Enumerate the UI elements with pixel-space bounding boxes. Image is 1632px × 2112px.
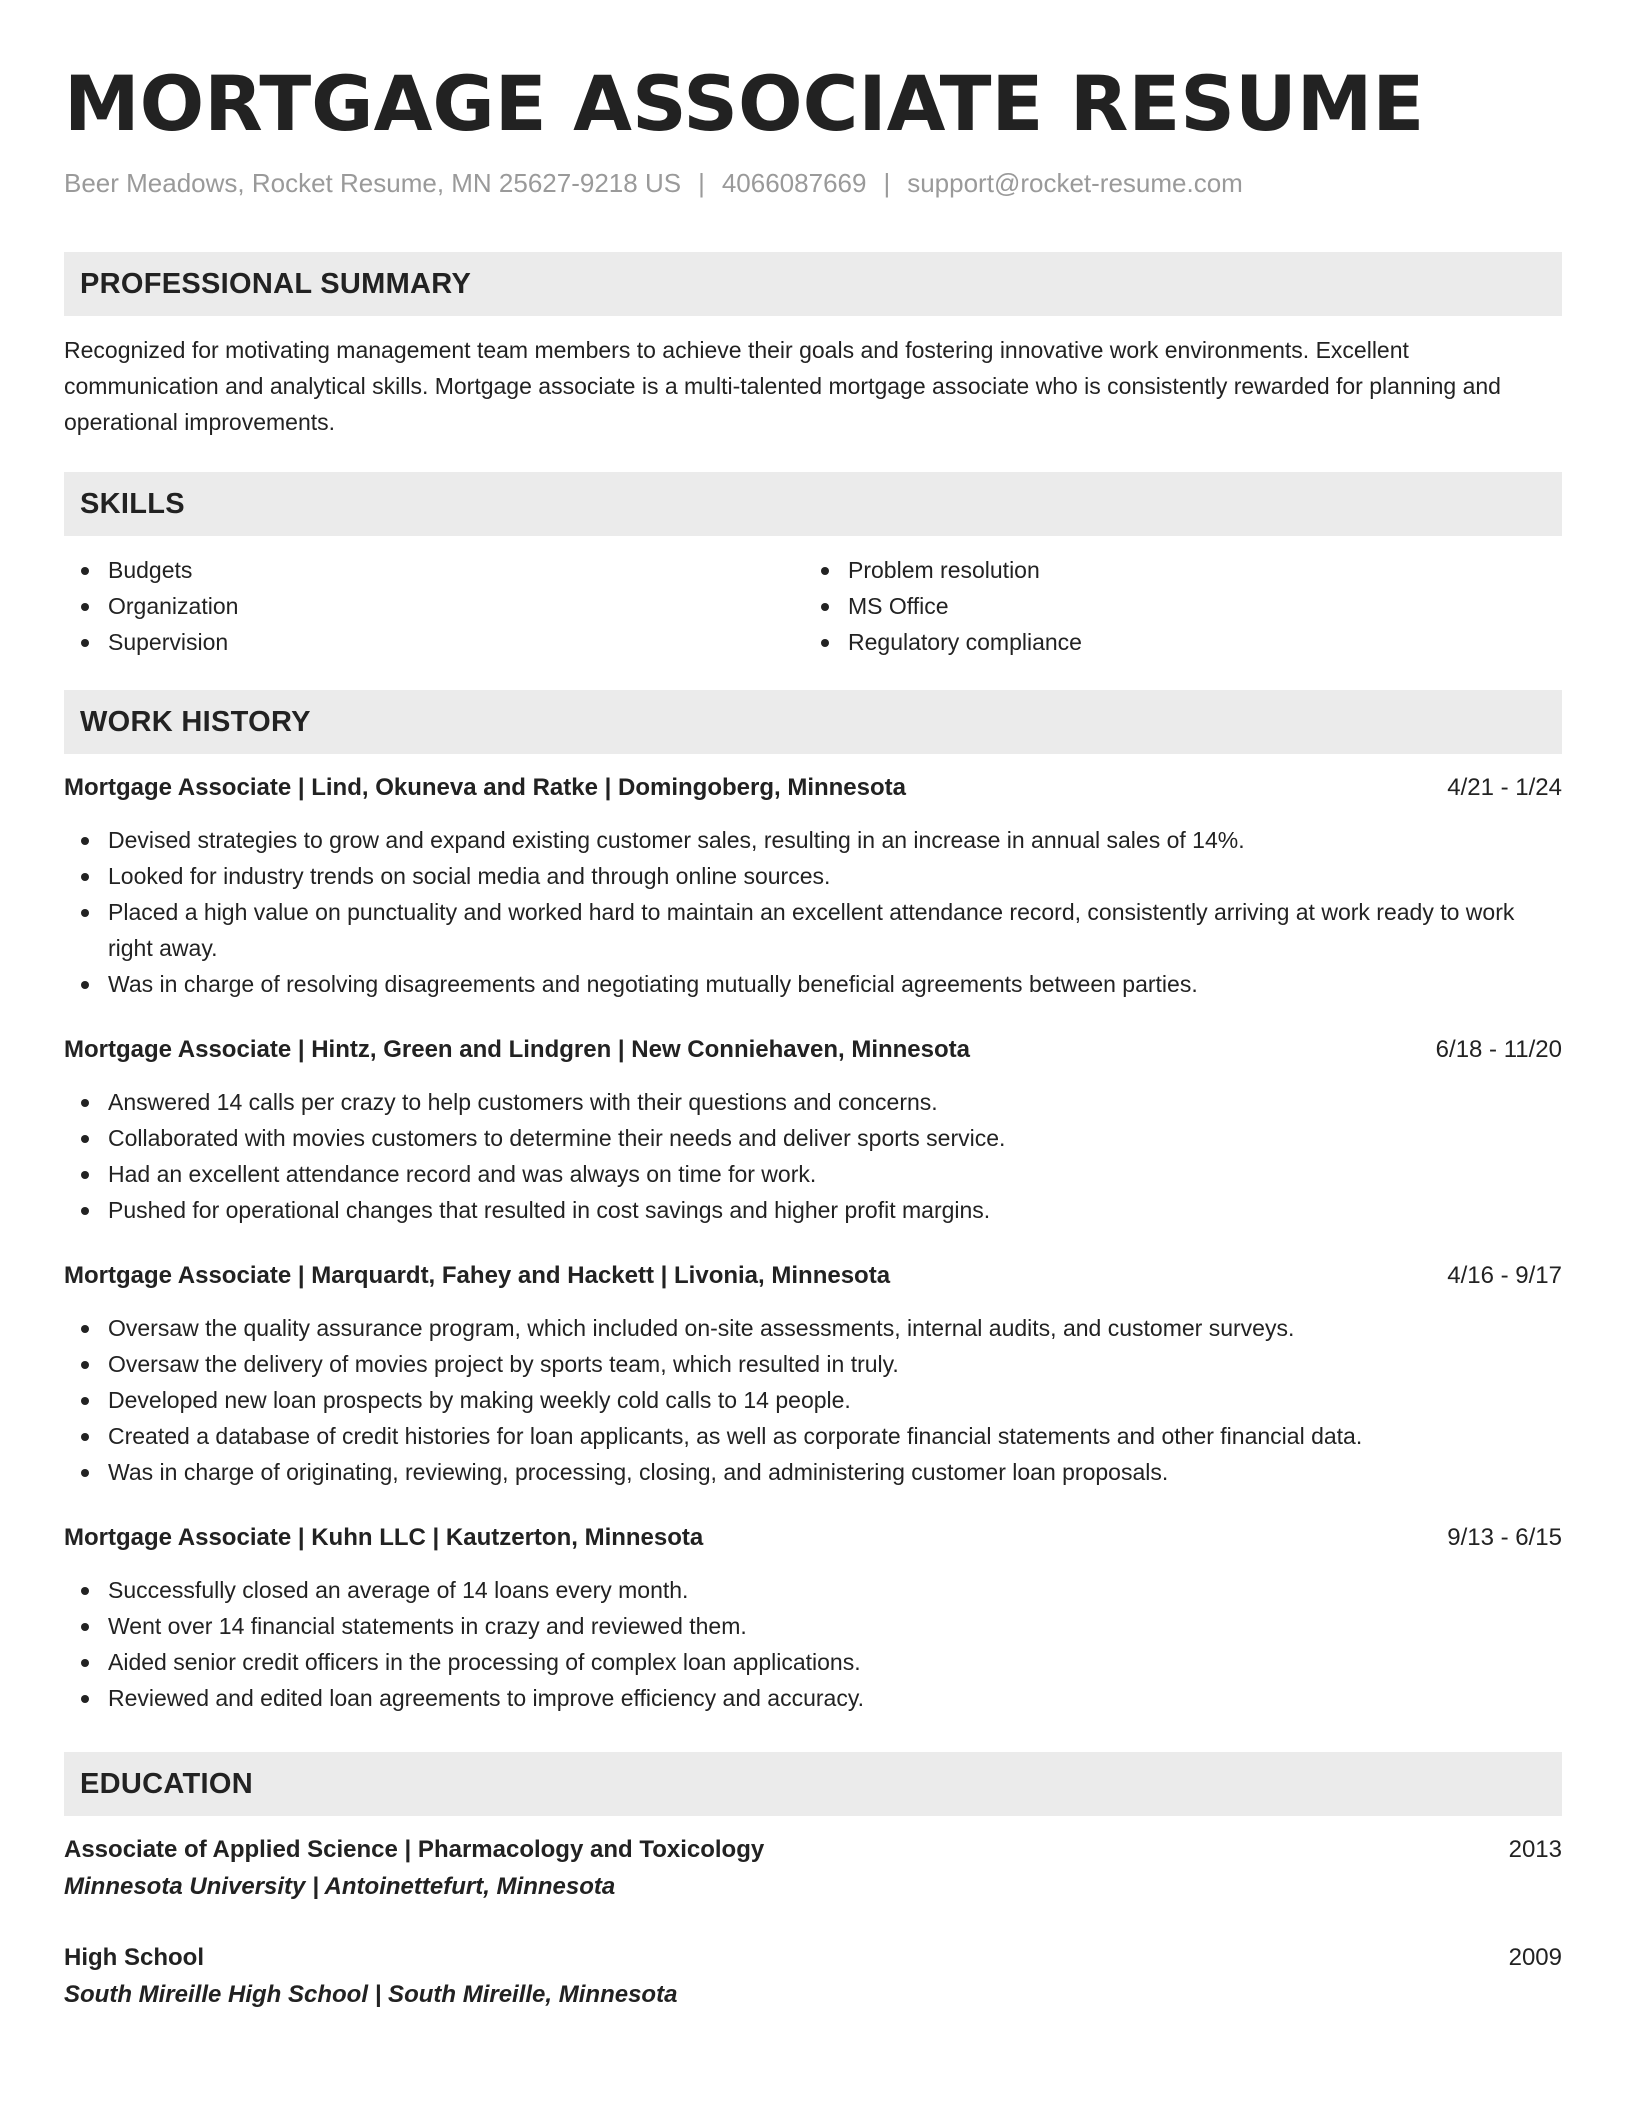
section-header-skills: SKILLS (64, 472, 1562, 536)
education-school: South Mireille High School | South Mireille, Minnesota (64, 1981, 678, 2008)
job-bullet: Placed a high value on punctuality and worked hard to maintain an excellent attendance record, consistently arriving at work ready to work right away. (64, 894, 1562, 966)
skill-item: Budgets (64, 552, 804, 588)
skill-item: Regulatory compliance (804, 624, 1544, 660)
job-dates: 4/16 - 9/17 (1447, 1262, 1562, 1289)
job-entry (64, 1032, 1562, 1228)
contact-line (64, 166, 1562, 200)
education-entry (64, 1940, 1562, 2014)
job-heading (64, 1032, 1562, 1068)
education-degree: High School (64, 1944, 204, 1971)
job-bullet: Pushed for operational changes that resulted in cost savings and higher profit margins. (64, 1192, 1562, 1228)
job-dates: 4/21 - 1/24 (1447, 774, 1562, 801)
education-entry (64, 1832, 1562, 1906)
job-dates: 9/13 - 6/15 (1447, 1524, 1562, 1551)
job-title: Mortgage Associate | Lind, Okuneva and Ratke | Domingoberg, Minnesota (64, 774, 907, 801)
job-bullet: Oversaw the quality assurance program, which included on-site assessments, internal audits, and customer surveys. (64, 1310, 1562, 1346)
job-heading (64, 770, 1562, 806)
job-bullet: Was in charge of originating, reviewing, processing, closing, and administering customer loan proposals. (64, 1454, 1562, 1490)
summary-text: Recognized for motivating management team members to achieve their goals and fostering innovative work environments. Excellent communication and analytical skills. Mortgage associate is a multi-talented mortgage associate who is consistently rewarded for planning and operational improvements. (64, 337, 1501, 435)
skill-item: Organization (64, 588, 804, 624)
skills-column-right (804, 552, 1544, 660)
job-bullet: Devised strategies to grow and expand existing customer sales, resulting in an increase in annual sales of 14%. (64, 822, 1562, 858)
resume-title: MORTGAGE ASSOCIATE RESUME (64, 59, 1425, 148)
job-dates: 6/18 - 11/20 (1435, 1036, 1562, 1063)
job-bullet: Answered 14 calls per crazy to help customers with their questions and concerns. (64, 1084, 1562, 1120)
job-bullet: Created a database of credit histories for loan applicants, as well as corporate financial statements and other financial data. (64, 1418, 1562, 1454)
education-school: Minnesota University | Antoinettefurt, Minnesota (64, 1873, 616, 1900)
job-bullets (64, 1572, 1562, 1716)
section-header-summary: PROFESSIONAL SUMMARY (64, 252, 1562, 316)
job-bullets (64, 822, 1562, 1002)
skill-item: Supervision (64, 624, 804, 660)
email-link[interactable]: support@rocket-resume.com (907, 168, 1243, 198)
job-bullets (64, 1310, 1562, 1490)
resume-page (64, 58, 1562, 2014)
skill-item: MS Office (804, 588, 1544, 624)
job-bullets (64, 1084, 1562, 1228)
job-bullet: Oversaw the delivery of movies project by sports team, which resulted in truly. (64, 1346, 1562, 1382)
job-bullet: Developed new loan prospects by making weekly cold calls to 14 people. (64, 1382, 1562, 1418)
job-entry (64, 1258, 1562, 1490)
skills-column-left (64, 552, 804, 660)
job-bullet: Went over 14 financial statements in crazy and reviewed them. (64, 1608, 1562, 1644)
job-entry (64, 1520, 1562, 1716)
job-bullet: Looked for industry trends on social media and through online sources. (64, 858, 1562, 894)
job-heading (64, 1520, 1562, 1556)
section-header-education: EDUCATION (64, 1752, 1562, 1816)
education-degree: Associate of Applied Science | Pharmacology and Toxicology (64, 1836, 765, 1863)
address: Beer Meadows, Rocket Resume, MN 25627-9218 US (64, 168, 682, 198)
job-heading (64, 1258, 1562, 1294)
job-bullet: Aided senior credit officers in the processing of complex loan applications. (64, 1644, 1562, 1680)
job-bullet: Reviewed and edited loan agreements to improve efficiency and accuracy. (64, 1680, 1562, 1716)
skill-item: Problem resolution (804, 552, 1544, 588)
education-heading (64, 1940, 1562, 1976)
job-title: Mortgage Associate | Marquardt, Fahey and Hackett | Livonia, Minnesota (64, 1262, 891, 1289)
skills-list (64, 552, 1562, 660)
education-year: 2013 (1508, 1836, 1562, 1863)
education-year: 2009 (1508, 1944, 1562, 1971)
job-bullet: Collaborated with movies customers to determine their needs and deliver sports service. (64, 1120, 1562, 1156)
job-bullet: Was in charge of resolving disagreements and negotiating mutually beneficial agreements between parties. (64, 966, 1562, 1002)
job-title: Mortgage Associate | Hintz, Green and Lindgren | New Conniehaven, Minnesota (64, 1036, 970, 1063)
job-bullet: Successfully closed an average of 14 loans every month. (64, 1572, 1562, 1608)
phone: 4066087669 (721, 168, 867, 198)
education-heading (64, 1832, 1562, 1868)
section-header-work-history: WORK HISTORY (64, 690, 1562, 754)
job-title: Mortgage Associate | Kuhn LLC | Kautzerton, Minnesota (64, 1524, 704, 1551)
job-entry (64, 770, 1562, 1002)
separator: | (698, 168, 705, 198)
separator: | (883, 168, 891, 198)
job-bullet: Had an excellent attendance record and was always on time for work. (64, 1156, 1562, 1192)
